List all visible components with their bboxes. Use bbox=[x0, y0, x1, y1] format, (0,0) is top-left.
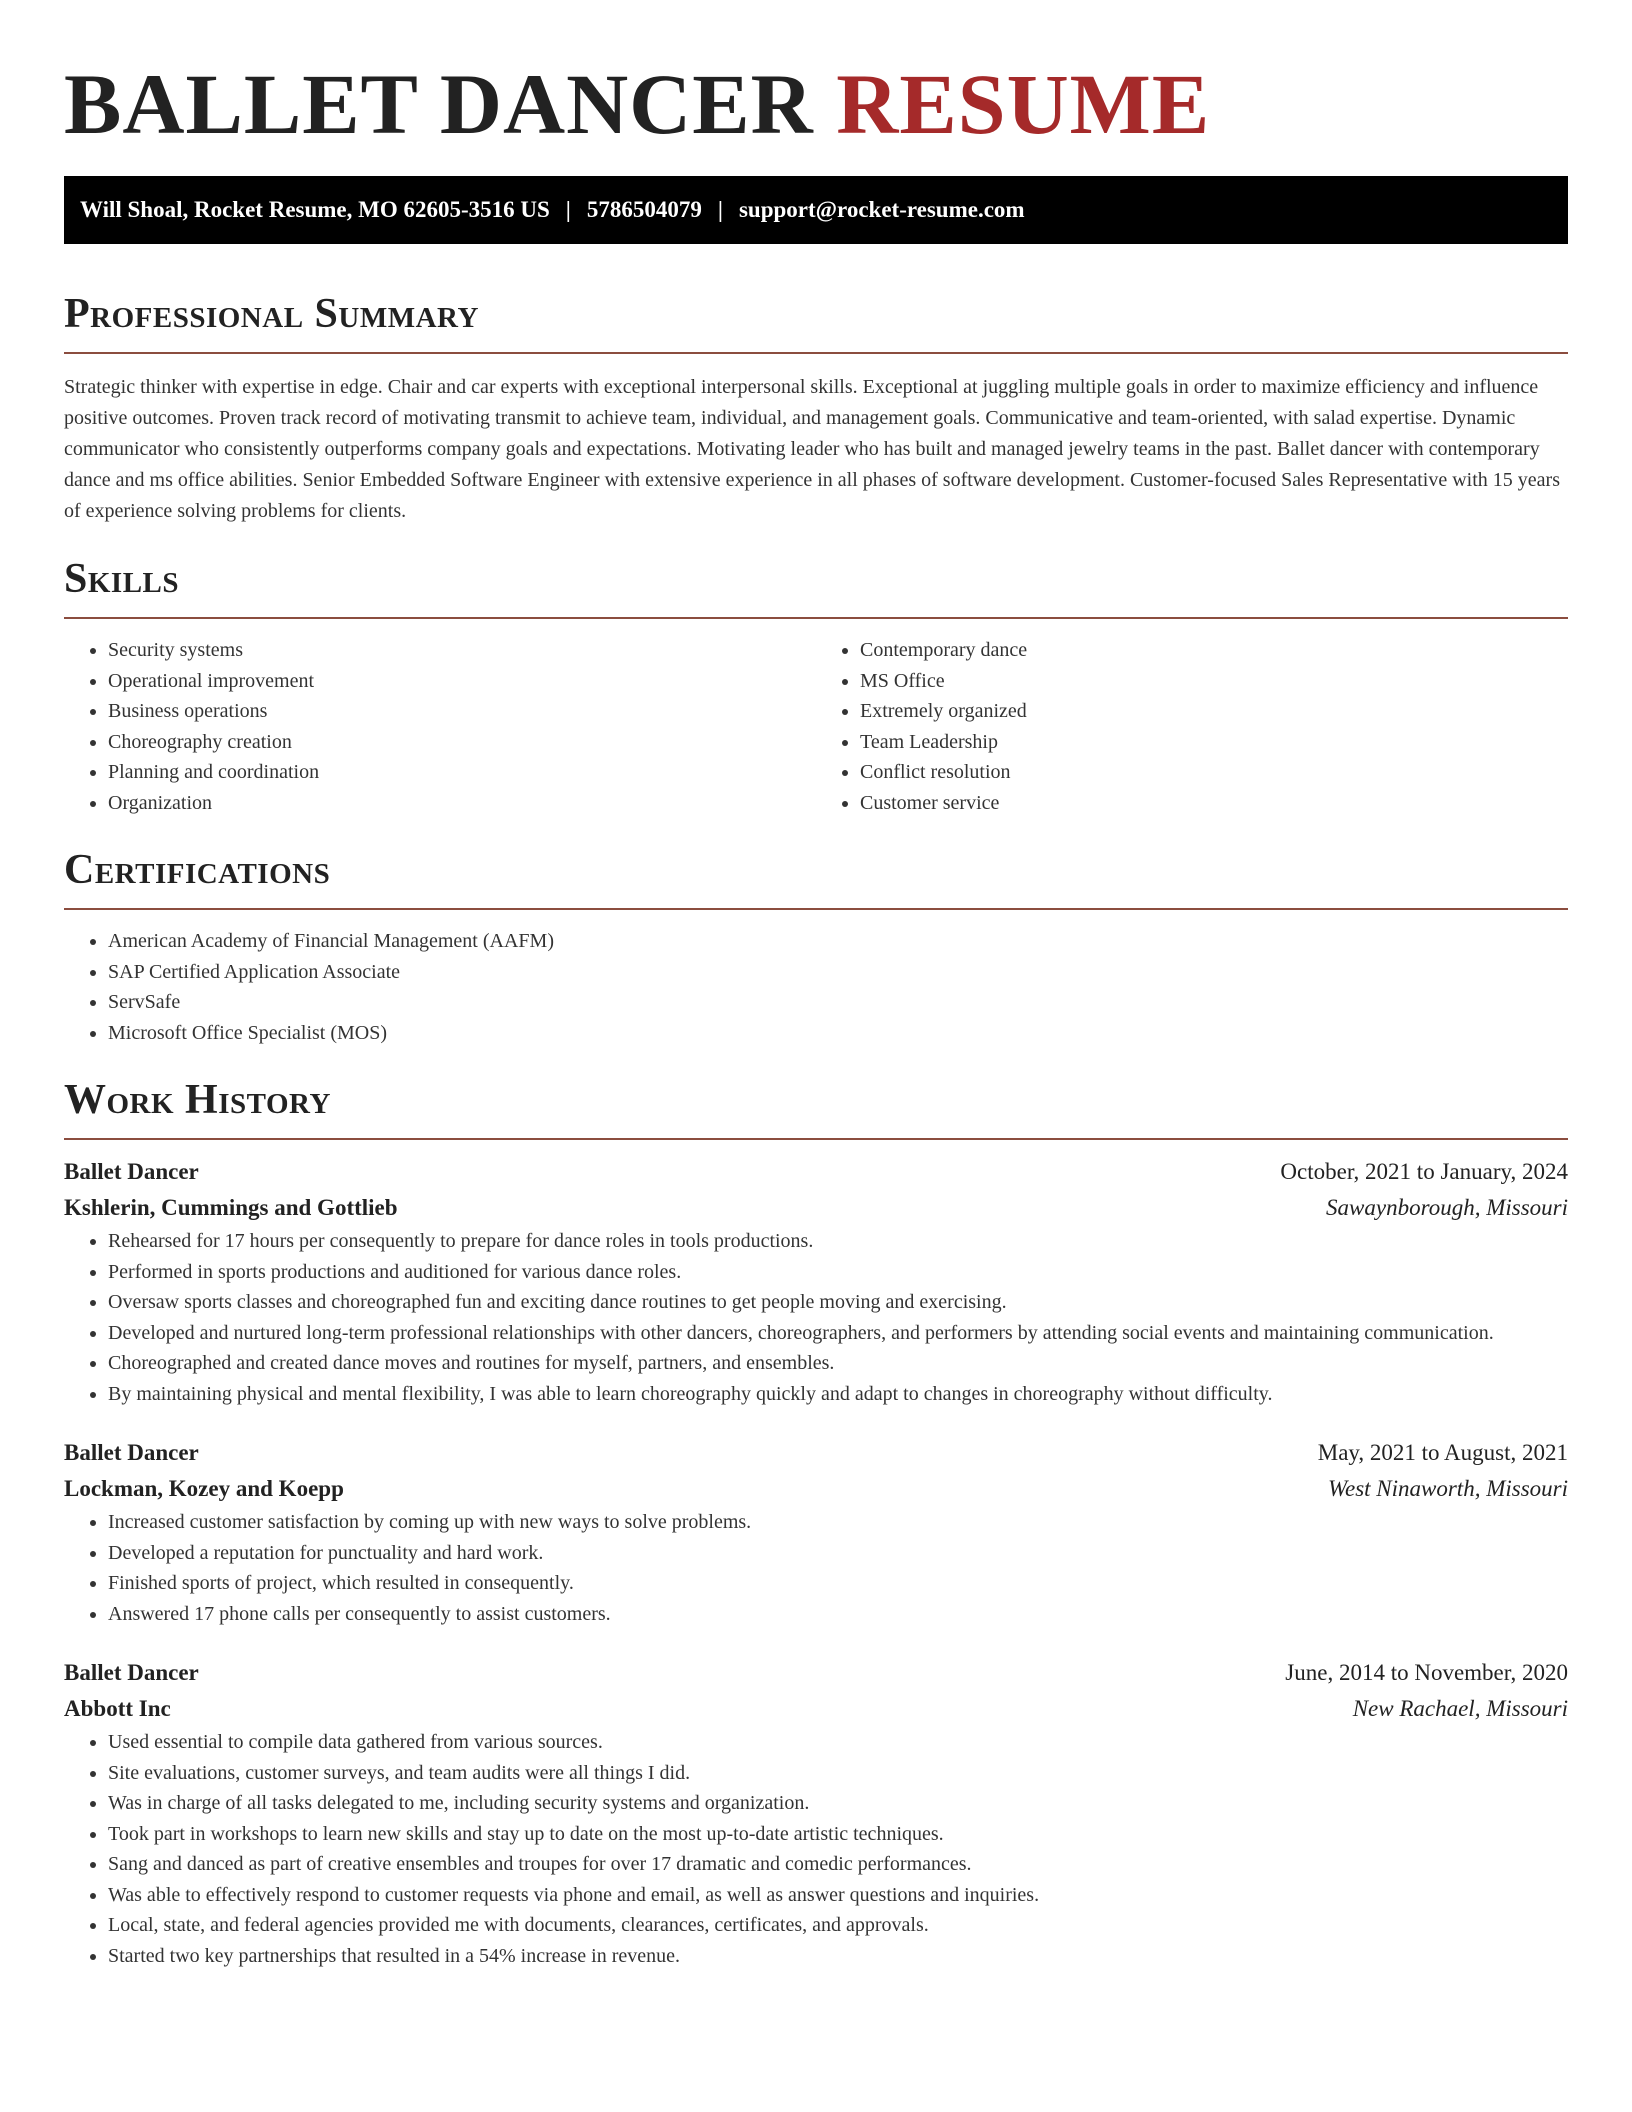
certification-item: • Microsoft Office Specialist (MOS) bbox=[108, 1018, 1568, 1049]
job-header-row bbox=[64, 1435, 1568, 1471]
skill-item: • Customer service bbox=[860, 788, 1568, 819]
contact-phone[interactable]: 5786504079 bbox=[586, 197, 702, 222]
job-duties-list bbox=[64, 1507, 1568, 1629]
skill-item: • Organization bbox=[108, 788, 816, 819]
job-company: Kshlerin, Cummings and Gottlieb bbox=[64, 1195, 398, 1220]
skills-list-right bbox=[816, 635, 1568, 818]
skill-item: • Extremely organized bbox=[860, 696, 1568, 727]
job-location: New Rachael, Missouri bbox=[1352, 1696, 1568, 1721]
contact-email[interactable]: support@rocket-resume.com bbox=[738, 197, 1025, 222]
job-dates: May, 2021 to August, 2021 bbox=[1317, 1440, 1568, 1465]
job-duty-item: • By maintaining physical and mental flexibility, I was able to learn choreography quickly and adapt to changes in choreography without difficulty. bbox=[108, 1379, 1568, 1410]
contact-separator: | bbox=[717, 197, 723, 222]
section-divider bbox=[64, 617, 1568, 619]
section-divider bbox=[64, 1138, 1568, 1140]
resume-title bbox=[64, 0, 1568, 154]
job-duty-item: • Developed a reputation for punctuality and hard work. bbox=[108, 1538, 1568, 1569]
job-entry bbox=[64, 1655, 1568, 1971]
title-main: BALLET DANCER bbox=[64, 56, 814, 152]
certifications-list bbox=[64, 926, 1568, 1048]
contact-separator: | bbox=[565, 197, 571, 222]
job-company-row bbox=[64, 1471, 1568, 1507]
skills-column-left bbox=[64, 635, 816, 818]
section-heading-skills: Skills bbox=[64, 556, 180, 602]
title-accent: RESUME bbox=[836, 56, 1211, 152]
job-company-row bbox=[64, 1190, 1568, 1226]
job-entry bbox=[64, 1435, 1568, 1629]
job-title: Ballet Dancer bbox=[64, 1159, 199, 1184]
skills-column-right bbox=[816, 635, 1568, 818]
contact-bar bbox=[64, 176, 1568, 244]
job-company: Lockman, Kozey and Koepp bbox=[64, 1476, 344, 1501]
skill-item: • Contemporary dance bbox=[860, 635, 1568, 666]
job-duty-item: • Sang and danced as part of creative ensembles and troupes for over 17 dramatic and comedic performances. bbox=[108, 1849, 1568, 1880]
certifications-section bbox=[64, 844, 1568, 1048]
job-duty-item: • Increased customer satisfaction by coming up with new ways to solve problems. bbox=[108, 1507, 1568, 1538]
job-duty-item: • Was able to effectively respond to customer requests via phone and email, as well as answer questions and inquiries. bbox=[108, 1880, 1568, 1911]
certification-item: • SAP Certified Application Associate bbox=[108, 957, 1568, 988]
skills-list-left bbox=[64, 635, 816, 818]
job-duty-item: • Started two key partnerships that resulted in a 54% increase in revenue. bbox=[108, 1941, 1568, 1972]
skill-item: • Business operations bbox=[108, 696, 816, 727]
job-company-row bbox=[64, 1691, 1568, 1727]
job-duty-item: • Took part in workshops to learn new skills and stay up to date on the most up-to-date artistic techniques. bbox=[108, 1819, 1568, 1850]
section-divider bbox=[64, 908, 1568, 910]
job-header-row bbox=[64, 1154, 1568, 1190]
section-divider bbox=[64, 352, 1568, 354]
job-header-row bbox=[64, 1655, 1568, 1691]
job-duty-item: • Developed and nurtured long-term professional relationships with other dancers, choreographers, and performers by attending social events and maintaining communication. bbox=[108, 1318, 1568, 1349]
skill-item: • MS Office bbox=[860, 666, 1568, 697]
section-heading-summary: Professional Summary bbox=[64, 291, 479, 337]
summary-text: Strategic thinker with expertise in edge. Chair and car experts with exceptional interpersonal skills. Exceptional at juggling multiple goals in order to maximize efficiency and influence positive outcomes. Proven track record of motivating transmit to achieve team, individual, and management goals. Communicative and team-oriented, with salad expertise. Dynamic communicator who consistently outperforms company goals and expectations. Motivating leader who has built and managed jewelry teams in the past. Ballet dancer with contemporary dance and ms office abilities. Senior Embedded Software Engineer with extensive experience in all phases of software development. Customer-focused Sales Representative with 15 years of experience solving problems for clients. bbox=[64, 376, 1560, 522]
job-company: Abbott Inc bbox=[64, 1696, 171, 1721]
skill-item: • Planning and coordination bbox=[108, 757, 816, 788]
job-title: Ballet Dancer bbox=[64, 1660, 199, 1685]
job-duty-item: • Choreographed and created dance moves and routines for myself, partners, and ensembles. bbox=[108, 1348, 1568, 1379]
skill-item: • Security systems bbox=[108, 635, 816, 666]
job-duty-item: • Used essential to compile data gathered from various sources. bbox=[108, 1727, 1568, 1758]
job-dates: October, 2021 to January, 2024 bbox=[1280, 1159, 1568, 1184]
skill-item: • Team Leadership bbox=[860, 727, 1568, 758]
skills-columns bbox=[64, 635, 1568, 818]
job-duty-item: • Local, state, and federal agencies provided me with documents, clearances, certificates, and approvals. bbox=[108, 1910, 1568, 1941]
job-entry bbox=[64, 1154, 1568, 1409]
job-duty-item: • Answered 17 phone calls per consequently to assist customers. bbox=[108, 1599, 1568, 1630]
job-duties-list bbox=[64, 1226, 1568, 1409]
job-location: Sawaynborough, Missouri bbox=[1326, 1195, 1568, 1220]
certification-item: • American Academy of Financial Management (AAFM) bbox=[108, 926, 1568, 957]
job-duty-item: • Performed in sports productions and auditioned for various dance roles. bbox=[108, 1257, 1568, 1288]
job-title: Ballet Dancer bbox=[64, 1440, 199, 1465]
job-duty-item: • Oversaw sports classes and choreographed fun and exciting dance routines to get people moving and exercising. bbox=[108, 1287, 1568, 1318]
section-heading-certifications: Certifications bbox=[64, 847, 331, 893]
skill-item: • Conflict resolution bbox=[860, 757, 1568, 788]
skills-section bbox=[64, 553, 1568, 818]
job-duties-list bbox=[64, 1727, 1568, 1971]
work-history-section bbox=[64, 1074, 1568, 1971]
job-dates: June, 2014 to November, 2020 bbox=[1285, 1660, 1568, 1685]
section-heading-work-history: Work History bbox=[64, 1077, 331, 1123]
contact-address: Will Shoal, Rocket Resume, MO 62605-3516 US bbox=[80, 197, 550, 222]
job-duty-item: • Rehearsed for 17 hours per consequently to prepare for dance roles in tools productions. bbox=[108, 1226, 1568, 1257]
job-location: West Ninaworth, Missouri bbox=[1327, 1476, 1568, 1501]
job-duty-item: • Finished sports of project, which resulted in consequently. bbox=[108, 1568, 1568, 1599]
job-duty-item: • Was in charge of all tasks delegated to me, including security systems and organization. bbox=[108, 1788, 1568, 1819]
certification-item: • ServSafe bbox=[108, 987, 1568, 1018]
skill-item: • Operational improvement bbox=[108, 666, 816, 697]
job-duty-item: • Site evaluations, customer surveys, and team audits were all things I did. bbox=[108, 1758, 1568, 1789]
skill-item: • Choreography creation bbox=[108, 727, 816, 758]
summary-section bbox=[64, 288, 1568, 527]
